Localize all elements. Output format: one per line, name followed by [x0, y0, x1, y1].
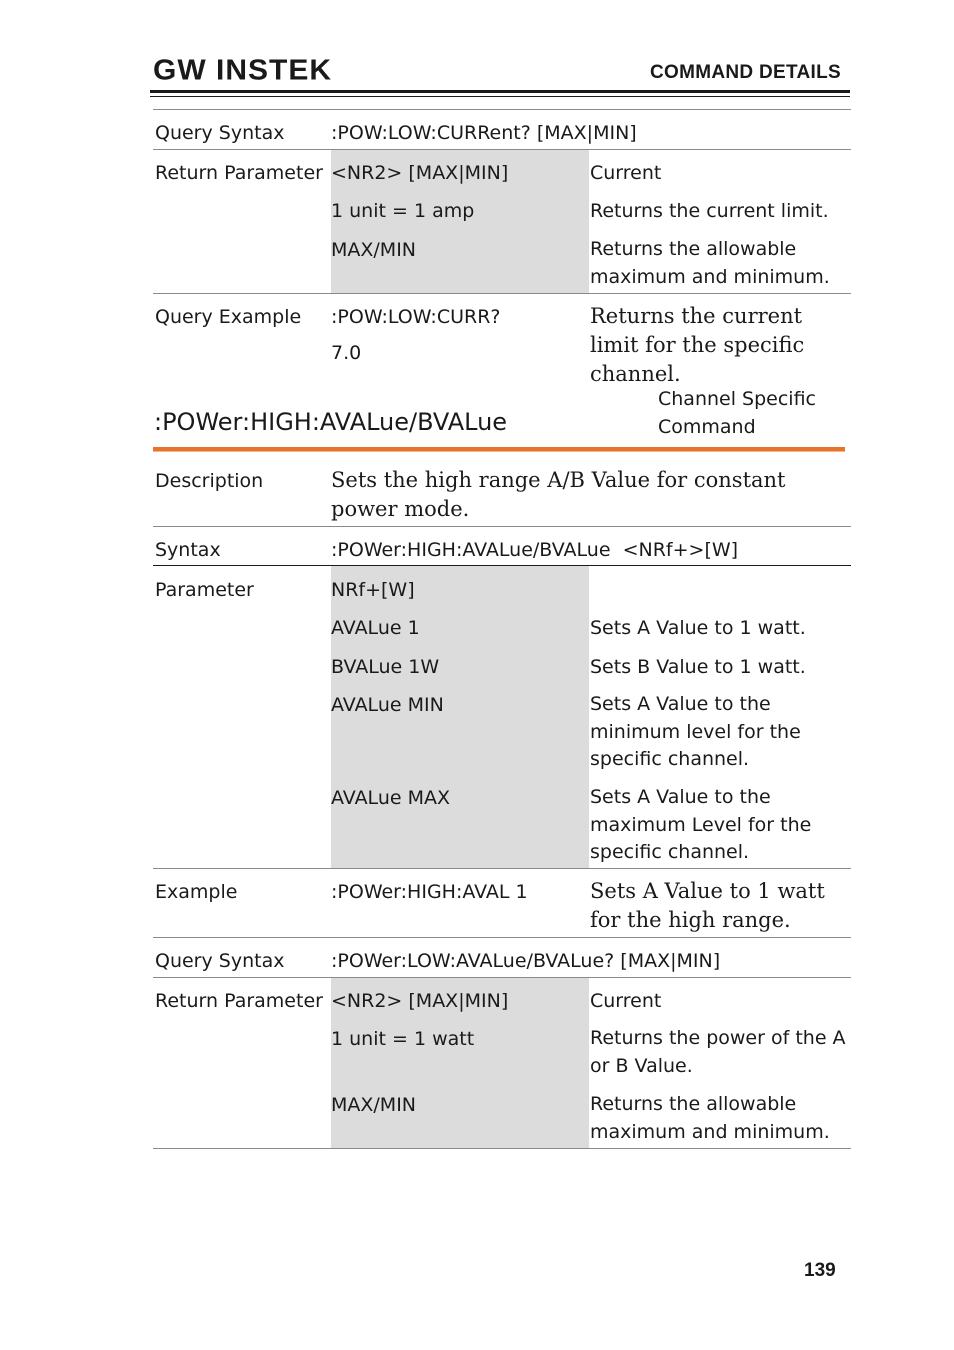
example-label: Example	[155, 881, 238, 903]
table-divider	[153, 109, 851, 110]
query-example-label: Query Example	[155, 306, 302, 328]
desc-cell: Sets A Value to 1 watt.	[590, 617, 806, 639]
param-cell: AVALue 1	[331, 617, 420, 639]
desc-cell: Sets A Value to the maximum Level for the specific channel.	[590, 786, 812, 863]
desc-cell: Sets A Value to the minimum level for the specific channel.	[590, 693, 801, 770]
channel-specific-tag: Channel Specific Command	[658, 388, 816, 438]
page-number: 139	[804, 1260, 836, 1281]
param-cell: NRf+[W]	[331, 579, 415, 601]
desc-cell: Current	[590, 162, 662, 184]
query-syntax-value: :POW:LOW:CURRent? [MAX|MIN]	[331, 122, 637, 144]
param-cell: AVALue MIN	[331, 694, 444, 716]
query-syntax-label: Query Syntax	[155, 122, 285, 144]
syntax-label: Syntax	[155, 539, 221, 561]
param-cell: <NR2> [MAX|MIN]	[331, 990, 509, 1012]
desc-cell: Returns the current limit.	[590, 200, 829, 222]
desc-cell: Sets B Value to 1 watt.	[590, 656, 806, 678]
param-cell: 1 unit = 1 watt	[331, 1028, 475, 1050]
brand-logo: GW INSTEK	[153, 55, 332, 87]
syntax-value: :POWer:HIGH:AVALue/BVALue <NRf+>[W]	[331, 539, 739, 561]
section-title: COMMAND DETAILS	[650, 62, 841, 83]
example-command: :POW:LOW:CURR?	[331, 306, 501, 328]
param-cell: MAX/MIN	[331, 1094, 417, 1116]
return-parameter-label: Return Parameter	[155, 162, 323, 184]
table-divider	[153, 526, 851, 527]
parameter-label: Parameter	[155, 579, 254, 601]
desc-cell: Returns the allowable maximum and minimum.	[590, 1093, 830, 1143]
header-rule	[150, 90, 850, 93]
param-cell: BVALue 1W	[331, 656, 440, 678]
table-divider	[153, 937, 851, 938]
return-parameter-label: Return Parameter	[155, 990, 323, 1012]
example-description: Returns the current limit for the specific channel.	[590, 304, 805, 386]
param-cell: AVALue MAX	[331, 787, 450, 809]
example-command: :POWer:HIGH:AVAL 1	[331, 881, 528, 903]
description-label: Description	[155, 470, 264, 492]
table-divider	[153, 293, 851, 294]
desc-cell: Returns the power of the A or B Value.	[590, 1027, 846, 1077]
example-description: Sets A Value to 1 watt for the high range.	[590, 879, 825, 932]
description-text: Sets the high range A/B Value for constant power mode.	[331, 468, 786, 521]
command-title: :POWer:HIGH:AVALue/BVALue	[154, 408, 508, 436]
query-syntax-label: Query Syntax	[155, 950, 285, 972]
desc-cell: Returns the allowable maximum and minimum.	[590, 238, 830, 288]
param-cell: <NR2> [MAX|MIN]	[331, 162, 509, 184]
header-rule-thin	[150, 96, 850, 97]
table-divider	[153, 1148, 851, 1149]
param-cell: MAX/MIN	[331, 239, 417, 261]
query-syntax-value: :POWer:LOW:AVALue/BVALue? [MAX|MIN]	[331, 950, 721, 972]
param-cell: 1 unit = 1 amp	[331, 200, 475, 222]
title-underline-shadow	[153, 451, 845, 452]
example-response: 7.0	[331, 342, 362, 364]
table-divider	[153, 868, 851, 869]
desc-cell: Current	[590, 990, 662, 1012]
